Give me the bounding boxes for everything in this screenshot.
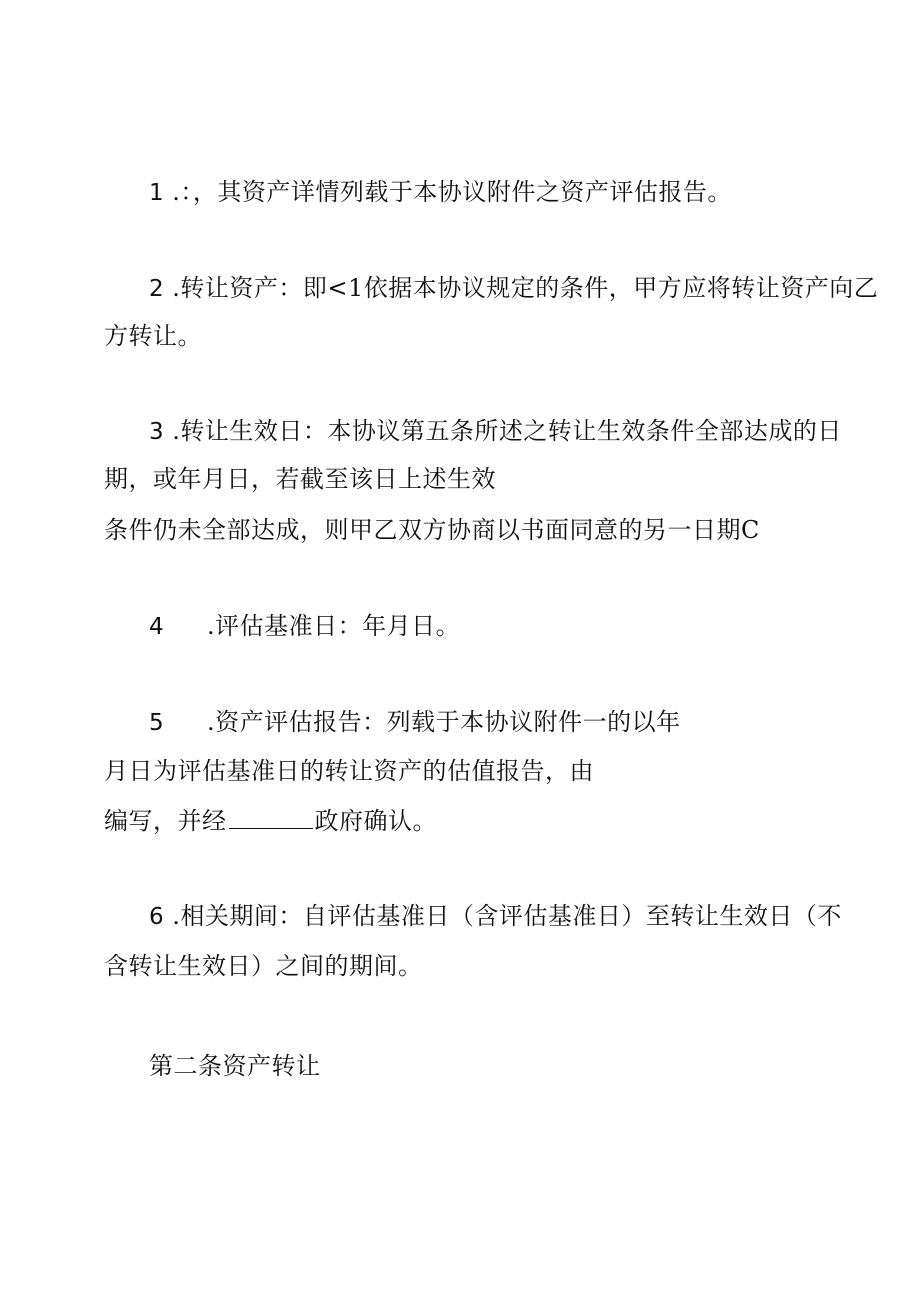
clause-number: 6: [149, 904, 165, 930]
clause-6: [149, 901, 842, 932]
clause-2-continuation: 方转让。: [104, 322, 202, 350]
clause-text: .评估基准日：年月日。: [207, 612, 461, 640]
clause-3: [149, 416, 842, 447]
clause-3-continuation: 期，或年月日，若截至该日上述生效: [104, 465, 496, 493]
clause-5-continuation: [104, 806, 437, 836]
clause-text: .相关期间：自评估基准日（含评估基准日）至转让生效日（不: [164, 902, 842, 930]
clause-text: 政府确认。: [314, 807, 437, 835]
clause-text: .资产评估报告：列载于本协议附件一的以年: [207, 708, 681, 736]
clause-number: 3: [149, 419, 165, 445]
clause-5: [149, 707, 681, 738]
section-heading: 第二条资产转让: [149, 1052, 321, 1080]
fill-in-blank: [229, 806, 313, 829]
clause-number: 2: [149, 276, 165, 302]
clause-text: .转让生效日：本协议第五条所述之转让生效条件全部达成的日: [164, 417, 842, 445]
clause-5-continuation: 月日为评估基准日的转让资产的估值报告，由: [104, 757, 594, 785]
clause-6-continuation: 含转让生效日）之间的期间。: [104, 952, 423, 980]
clause-3-continuation: 条件仍未全部达成，则甲乙双方协商以书面同意的另一日期C: [104, 516, 760, 544]
clause-text: .转让资产：即<1依据本协议规定的条件，甲方应将转让资产向乙: [164, 274, 879, 302]
clause-2: [149, 273, 878, 304]
clause-number: 5: [149, 710, 165, 736]
clause-text: .：，其资产详情列载于本协议附件之资产评估报告。: [164, 178, 732, 206]
clause-text: 编写，并经: [104, 807, 227, 835]
clause-number: 1: [149, 180, 165, 206]
clause-1: [149, 177, 732, 208]
clause-4: [149, 611, 460, 642]
clause-number: 4: [149, 614, 165, 640]
